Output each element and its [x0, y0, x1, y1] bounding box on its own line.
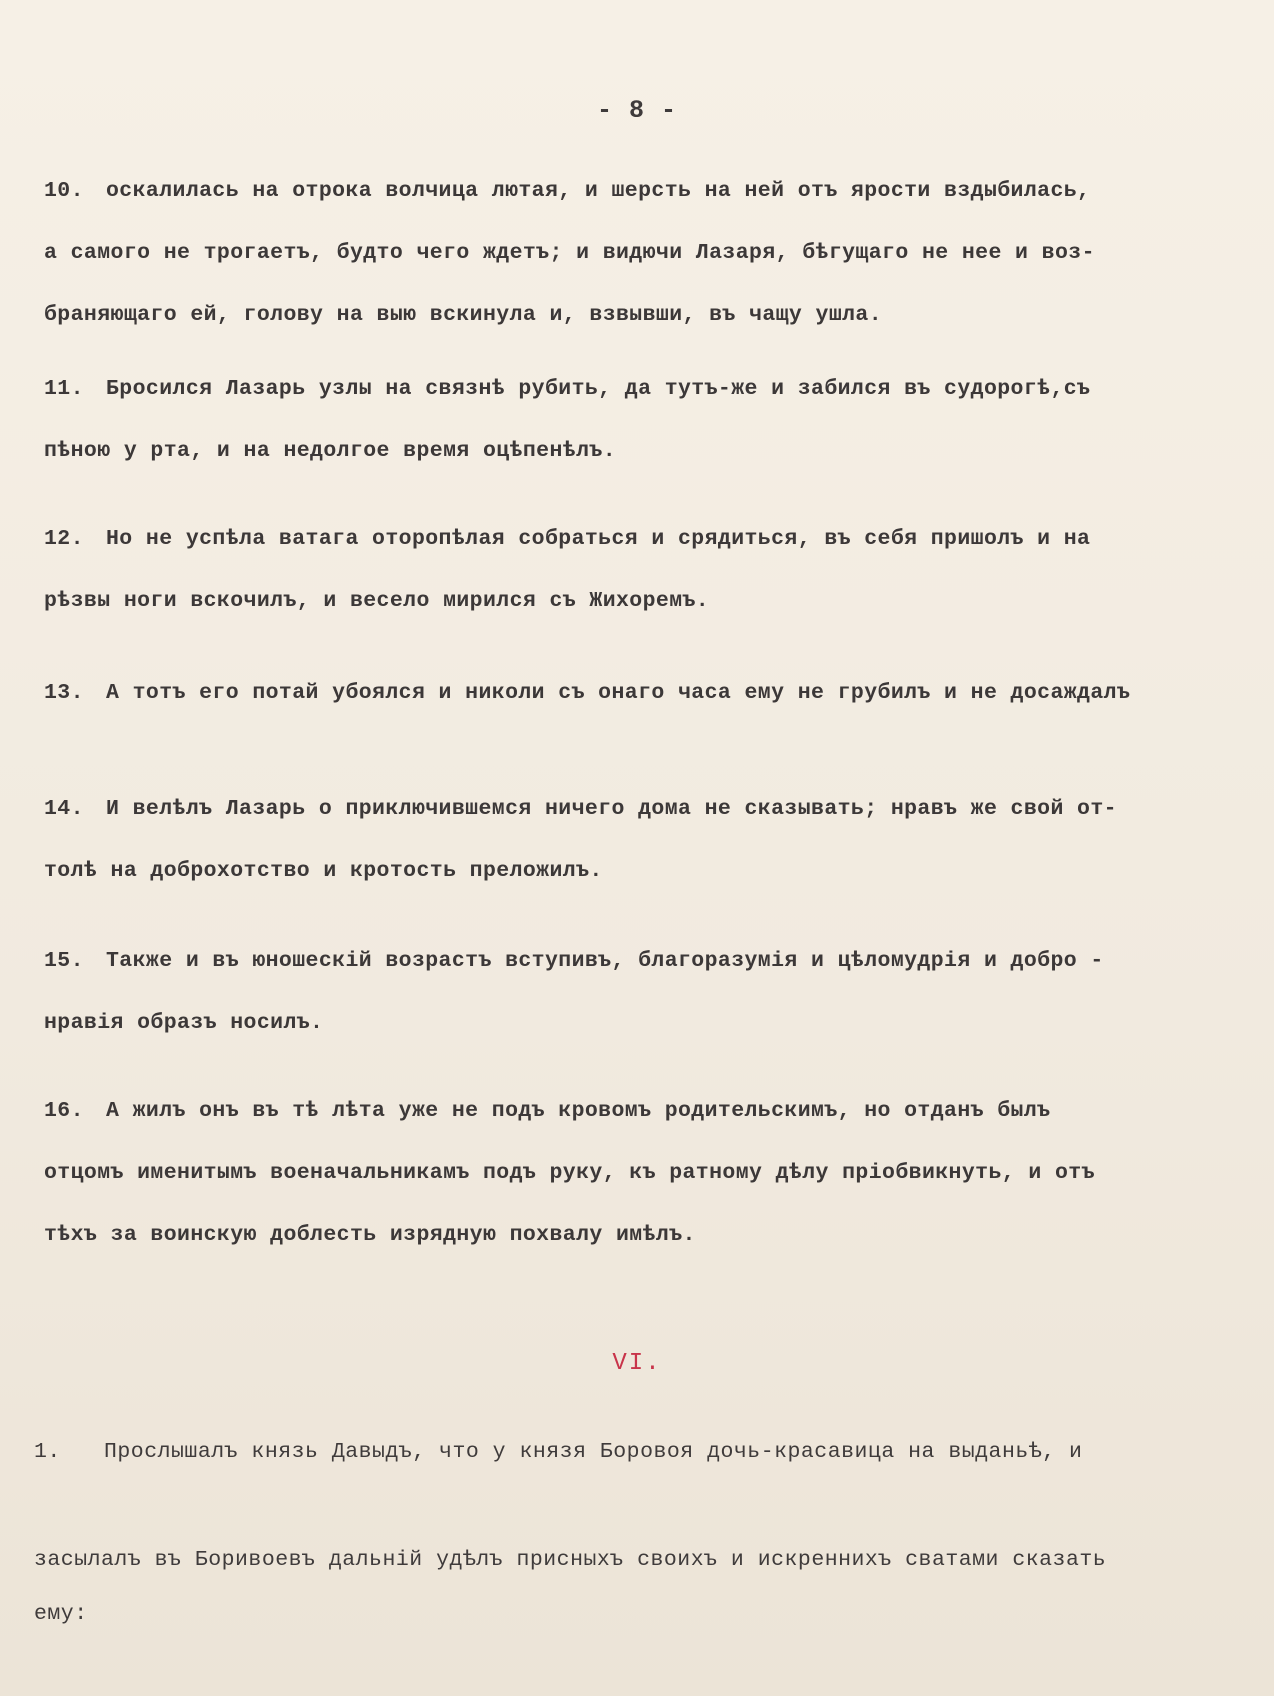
- paragraph-number: 12.: [44, 527, 84, 551]
- paragraph-number: 14.: [44, 797, 84, 821]
- paragraph-10: [44, 160, 1224, 346]
- paragraph-number: 1.: [34, 1440, 61, 1464]
- paragraph-16: [44, 1080, 1224, 1266]
- paragraph-line: оскалилась на отрока волчица лютая, и шерсть на ней отъ ярости вздыбилась,: [106, 179, 1091, 203]
- paragraph-number: 13.: [44, 681, 84, 705]
- paragraph-line: а самого не трогаетъ, будто чего ждетъ; и видючи Лазаря, бѣгущаго не нее и воз-: [44, 241, 1095, 265]
- paragraph-14: [44, 778, 1224, 902]
- paragraph-line: браняющаго ей, голову на выю вскинула и, взвывши, въ чащу ушла.: [44, 303, 883, 327]
- paragraph-line: А тотъ его потай убоялся и николи съ онаго часа ему не грубилъ и не досаждалъ: [106, 681, 1131, 705]
- paragraph-line: отцомъ именитымъ военачальникамъ подъ руку, къ ратному дѣлу пріобвикнуть, и отъ: [44, 1161, 1095, 1185]
- paragraph-number: 16.: [44, 1099, 84, 1123]
- paragraph-13: [44, 662, 1224, 724]
- paragraph-line: ему:: [34, 1602, 88, 1626]
- paragraph-line: Бросился Лазарь узлы на связнѣ рубить, да тутъ-же и забился въ судорогѣ,съ: [106, 377, 1091, 401]
- paragraph-number: 15.: [44, 949, 84, 973]
- paragraph-number: 10.: [44, 179, 84, 203]
- paragraph-line: тѣхъ за воинскую доблесть изрядную похвалу имѣлъ.: [44, 1223, 696, 1247]
- paragraph-line: Также и въ юношескій возрастъ вступивъ, благоразумія и цѣломудрія и добро -: [106, 949, 1104, 973]
- page-number: - 8 -: [596, 96, 677, 125]
- paragraph-line: Но не успѣла ватага оторопѣлая собраться и срядиться, въ себя пришолъ и на: [106, 527, 1091, 551]
- paragraph-line: Прослышалъ князь Давыдъ, что у князя Боровоя дочь-красавица на выданьѣ, и: [104, 1440, 1083, 1464]
- paragraph-line: А жилъ онъ въ тѣ лѣта уже не подъ кровомъ родительскимъ, но отданъ былъ: [106, 1099, 1051, 1123]
- paragraph-12: [44, 508, 1224, 632]
- paragraph-line: засылалъ въ Боривоевъ дальній удѣлъ присныхъ своихъ и искреннихъ сватами сказать: [34, 1548, 1107, 1572]
- paragraph-11: [44, 358, 1224, 482]
- paragraph-line: пѣною у рта, и на недолгое время оцѣпенѣлъ.: [44, 439, 616, 463]
- chapter-heading: VI.: [612, 1350, 662, 1377]
- paragraph-line: толѣ на доброхотство и кротость преложилъ.: [44, 859, 603, 883]
- paragraph-number: 11.: [44, 377, 84, 401]
- paragraph-15: [44, 930, 1224, 1054]
- paragraph-line: И велѣлъ Лазарь о приключившемся ничего дома не сказывать; нравъ же свой от-: [106, 797, 1117, 821]
- paragraph-line: нравія образъ носилъ.: [44, 1011, 324, 1035]
- paragraph-line: рѣзвы ноги вскочилъ, и весело мирился съ Жихоремъ.: [44, 589, 710, 613]
